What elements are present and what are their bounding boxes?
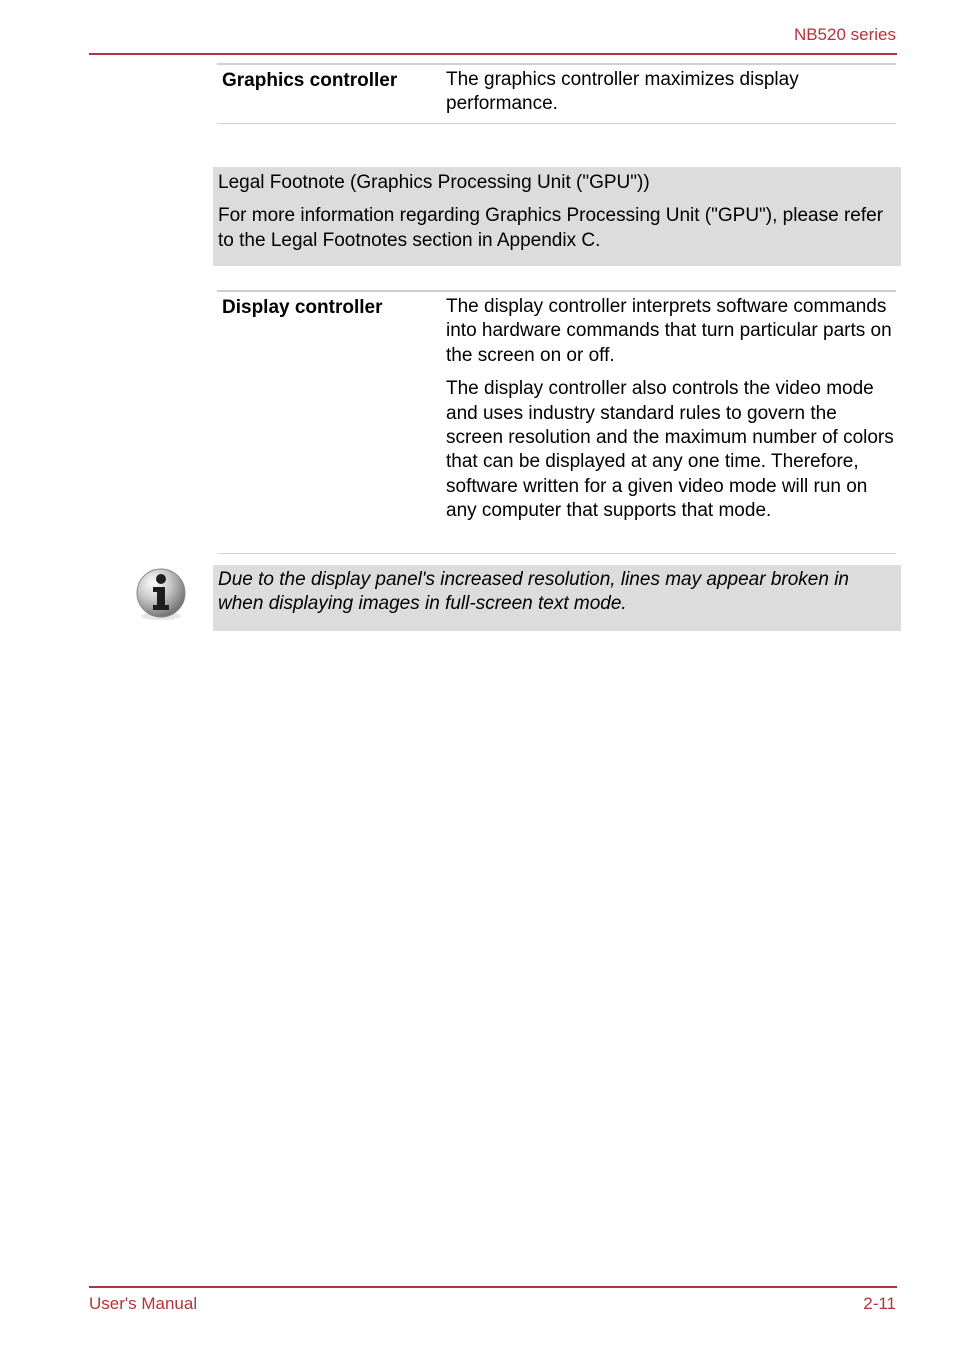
table-bottom-border <box>217 123 896 124</box>
description-paragraph: The display controller also controls the video mode and uses industry standard rules to govern the screen resolution and the maximum number of colors that can be displayed at any one time. Therefore, software written for a given video mode will run on any computer that supports that mode. <box>446 378 894 522</box>
table-row-graphics-controller <box>217 68 896 122</box>
document-series-title: NB520 series <box>793 25 896 44</box>
legal-footnote-heading: Legal Footnote (Graphics Processing Unit ("GPU")) <box>218 172 650 193</box>
page-number: 2-11 <box>863 1294 896 1313</box>
footer-divider <box>89 1286 897 1288</box>
info-icon <box>135 567 187 621</box>
term-description <box>446 295 894 533</box>
term-description <box>446 68 894 126</box>
term-label: Graphics controller <box>222 70 398 91</box>
table-top-border <box>217 63 896 65</box>
info-note-box <box>213 565 901 631</box>
manual-title: User's Manual <box>89 1294 198 1313</box>
table-bottom-border <box>217 553 896 554</box>
term-label: Display controller <box>222 297 383 318</box>
info-note-text: Due to the display panel's increased resolution, lines may appear broken in when displaying images in full-screen text mode. <box>218 569 849 615</box>
table-top-border <box>217 290 896 292</box>
legal-footnote-body: For more information regarding Graphics Processing Unit ("GPU"), please refer to the Legal Footnotes section in Appendix C. <box>218 205 884 251</box>
table-row-display-controller <box>217 295 896 552</box>
header-divider <box>89 53 897 55</box>
description-paragraph: The graphics controller maximizes display performance. <box>446 69 799 115</box>
description-paragraph: The display controller interprets software commands into hardware commands that turn particular parts on the screen on or off. <box>446 296 892 366</box>
legal-footnote-box <box>213 167 901 266</box>
